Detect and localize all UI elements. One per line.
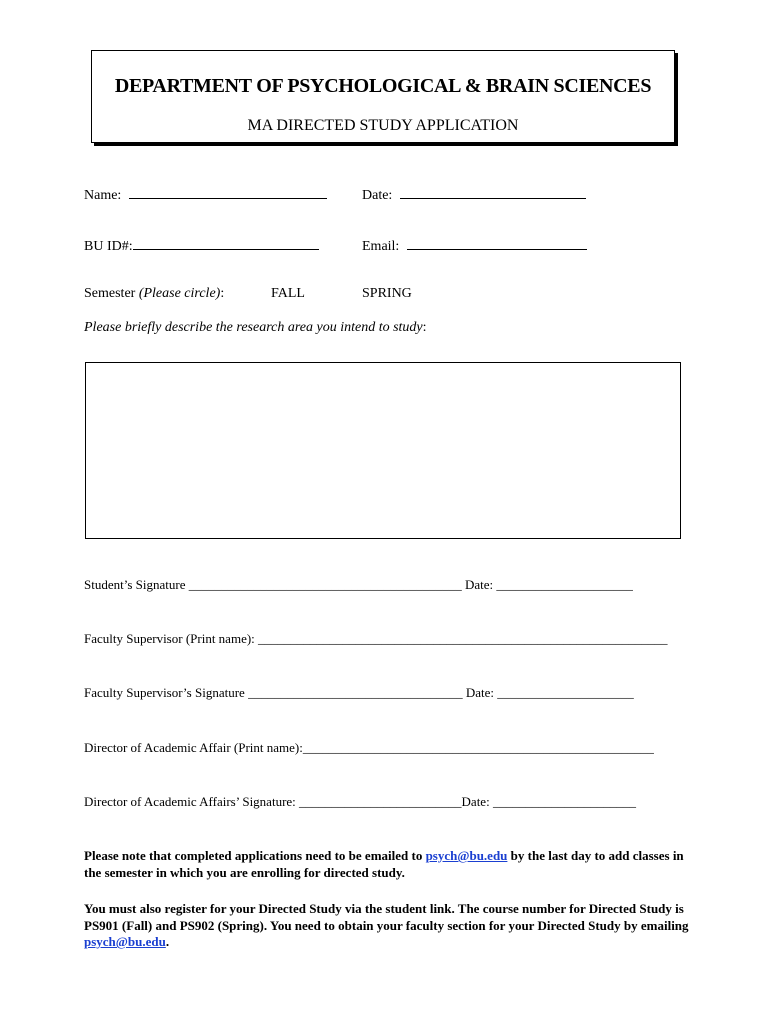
faculty-signature-label: Faculty Supervisor’s Signature — [84, 685, 245, 700]
faculty-print-line[interactable]: _______________________________________________________________ — [258, 631, 668, 646]
faculty-print-label: Faculty Supervisor (Print name): — [84, 631, 255, 646]
date-input-line[interactable] — [400, 184, 586, 199]
semester-field — [84, 286, 224, 302]
director-date-label: Date: — [461, 794, 490, 809]
research-prompt-text: Please briefly describe the research area you intend to study — [84, 320, 423, 335]
faculty-signature-row — [84, 685, 634, 701]
director-date-line[interactable]: ______________________ — [492, 794, 636, 809]
semester-colon: : — [220, 286, 225, 301]
registration-note-text-end: . — [165, 934, 170, 949]
faculty-date-label: Date: — [465, 685, 494, 700]
director-signature-label: Director of Academic Affairs’ Signature: — [84, 794, 296, 809]
director-print-label: Director of Academic Affair (Print name): — [84, 740, 303, 755]
director-signature-line[interactable]: _________________________ — [299, 794, 462, 809]
email-label: Email: — [362, 239, 400, 254]
student-date-label: Date: — [464, 577, 494, 592]
name-field — [84, 184, 327, 204]
registration-note — [84, 901, 689, 951]
faculty-print-row — [84, 631, 668, 647]
submission-note-text-end: by the last day to add classes in the semester in which you are enrolling for directed study. — [84, 848, 684, 880]
faculty-date-line[interactable]: _____________________ — [497, 685, 634, 700]
department-title: DEPARTMENT OF PSYCHOLOGICAL & BRAIN SCIENCES — [114, 75, 652, 97]
semester-hint: (Please circle) — [138, 286, 221, 301]
date-label: Date: — [362, 188, 393, 203]
student-signature-row — [84, 577, 633, 593]
name-input-line[interactable] — [129, 184, 327, 199]
form-subtitle: MA DIRECTED STUDY APPLICATION — [247, 117, 519, 134]
buid-label: BU ID#: — [84, 239, 133, 254]
semester-option-fall[interactable]: FALL — [271, 286, 305, 301]
faculty-signature-line[interactable]: _________________________________ — [248, 685, 463, 700]
research-prompt — [84, 320, 427, 336]
email-input-line[interactable] — [407, 235, 587, 250]
student-date-line[interactable]: _____________________ — [496, 577, 633, 592]
form-header-box — [91, 50, 675, 143]
registration-note-text-start: You must also register for your Directed Study via the student link. The course number for Directed Study is PS901 (Fall) and PS902 (Spring). You need to obtain your faculty section for your Directed Study by emailing — [84, 901, 689, 933]
name-label: Name: — [84, 188, 122, 203]
email-link[interactable]: psych@bu.edu — [425, 848, 508, 863]
director-print-row — [84, 740, 654, 756]
director-signature-row — [84, 794, 636, 810]
student-signature-label: Student’s Signature — [84, 577, 186, 592]
buid-field — [84, 235, 319, 255]
date-field — [362, 184, 586, 204]
research-prompt-colon: : — [422, 320, 427, 335]
submission-note-text-start: Please note that completed applications need to be emailed to — [84, 848, 426, 863]
director-print-line[interactable]: ______________________________________________________ — [302, 740, 654, 755]
student-signature-line[interactable]: __________________________________________ — [188, 577, 462, 592]
email-field — [362, 235, 587, 255]
research-description-box[interactable] — [85, 362, 681, 539]
semester-option-spring[interactable]: SPRING — [362, 286, 412, 301]
submission-note — [84, 848, 689, 881]
email-link[interactable]: psych@bu.edu — [84, 934, 166, 949]
semester-label: Semester — [84, 286, 136, 301]
buid-input-line[interactable] — [133, 235, 319, 250]
